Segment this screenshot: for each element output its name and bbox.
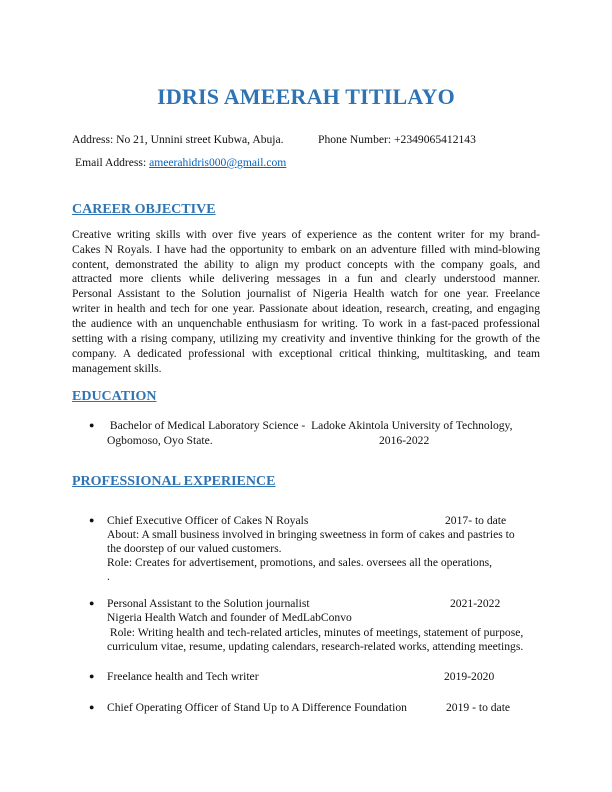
objective-line: Creative writing skills with over five years of experience as the content writer for my brand- [72,228,540,241]
job-detail: . [107,570,110,583]
candidate-name: IDRIS AMEERAH TITILAYO [157,84,455,109]
email-link[interactable]: ameerahidris000@gmail.com [149,156,287,169]
job-dates: 2019-2020 [444,670,495,683]
experience-heading: PROFESSIONAL EXPERIENCE [72,474,276,489]
career-objective-heading: CAREER OBJECTIVE [72,202,216,217]
objective-line: the audience with an unquenchable enthusiasm for writing. To work in a fast-paced professional [72,317,540,330]
degree-dates: 2016-2022 [379,434,430,447]
email-row [75,155,286,170]
job-title: Personal Assistant to the Solution journalist [107,597,310,610]
job-detail: Role: Writing health and tech-related articles, minutes of meetings, statement of purpose, [107,626,524,639]
objective-line: attracted more clients while delivering messages in a fun and clearly understood manner. [72,272,540,285]
objective-line: management skills. [72,362,162,375]
job-detail: Role: Creates for advertisement, promotions, and sales. oversees all the operations, [107,556,493,569]
objective-line: content, demonstrated the ability to align my product concepts with the company goals, and [72,258,540,271]
job-dates: 2017- to date [445,514,507,527]
job-title: Freelance health and Tech writer [107,670,259,683]
job-dates: 2019 - to date [446,701,511,714]
job-detail: the doorstep of our valued customers. [107,542,282,555]
objective-line: Cakes N Royals. I have had the opportunity to embark on an adventure filled with mind-blowing [72,243,540,256]
email-label: Email Address: [75,156,147,169]
bullet-icon: ● [89,420,95,430]
objective-line: setting with a rising company, utilizing my creativity and inventive thinking for the growth of the [72,332,540,345]
degree-location: Ogbomoso, Oyo State. [107,434,213,447]
address: Address: No 21, Unnini street Kubwa, Abuja. [72,133,284,146]
bullet-icon: ● [89,515,95,525]
job-title: Chief Executive Officer of Cakes N Royals [107,514,309,527]
job-detail: About: A small business involved in bringing sweetness in form of cakes and pastries to [107,528,515,541]
degree-line: Bachelor of Medical Laboratory Science - Ladoke Akintola University of Technology, [107,419,513,432]
objective-line: Personal Assistant to the Solution journalist of Nigeria Health watch for one year. Freelance [72,287,540,300]
job-detail: Nigeria Health Watch and founder of MedLabConvo [107,611,352,624]
bullet-icon: ● [89,702,95,712]
education-heading: EDUCATION [72,389,157,404]
objective-line: company. A dedicated professional with exceptional critical thinking, multitasking, and team [72,347,540,360]
bullet-icon: ● [89,598,95,608]
objective-line: writer in health and tech for one year. Passionate about ideation, research, creating, and engaging [72,302,540,315]
bullet-icon: ● [89,671,95,681]
job-dates: 2021-2022 [450,597,501,610]
job-title: Chief Operating Officer of Stand Up to A Difference Foundation [107,701,407,714]
job-detail: curriculum vitae, resume, updating calendars, research-related works, attending meetings. [107,640,524,653]
phone-number: Phone Number: +2349065412143 [318,133,476,146]
